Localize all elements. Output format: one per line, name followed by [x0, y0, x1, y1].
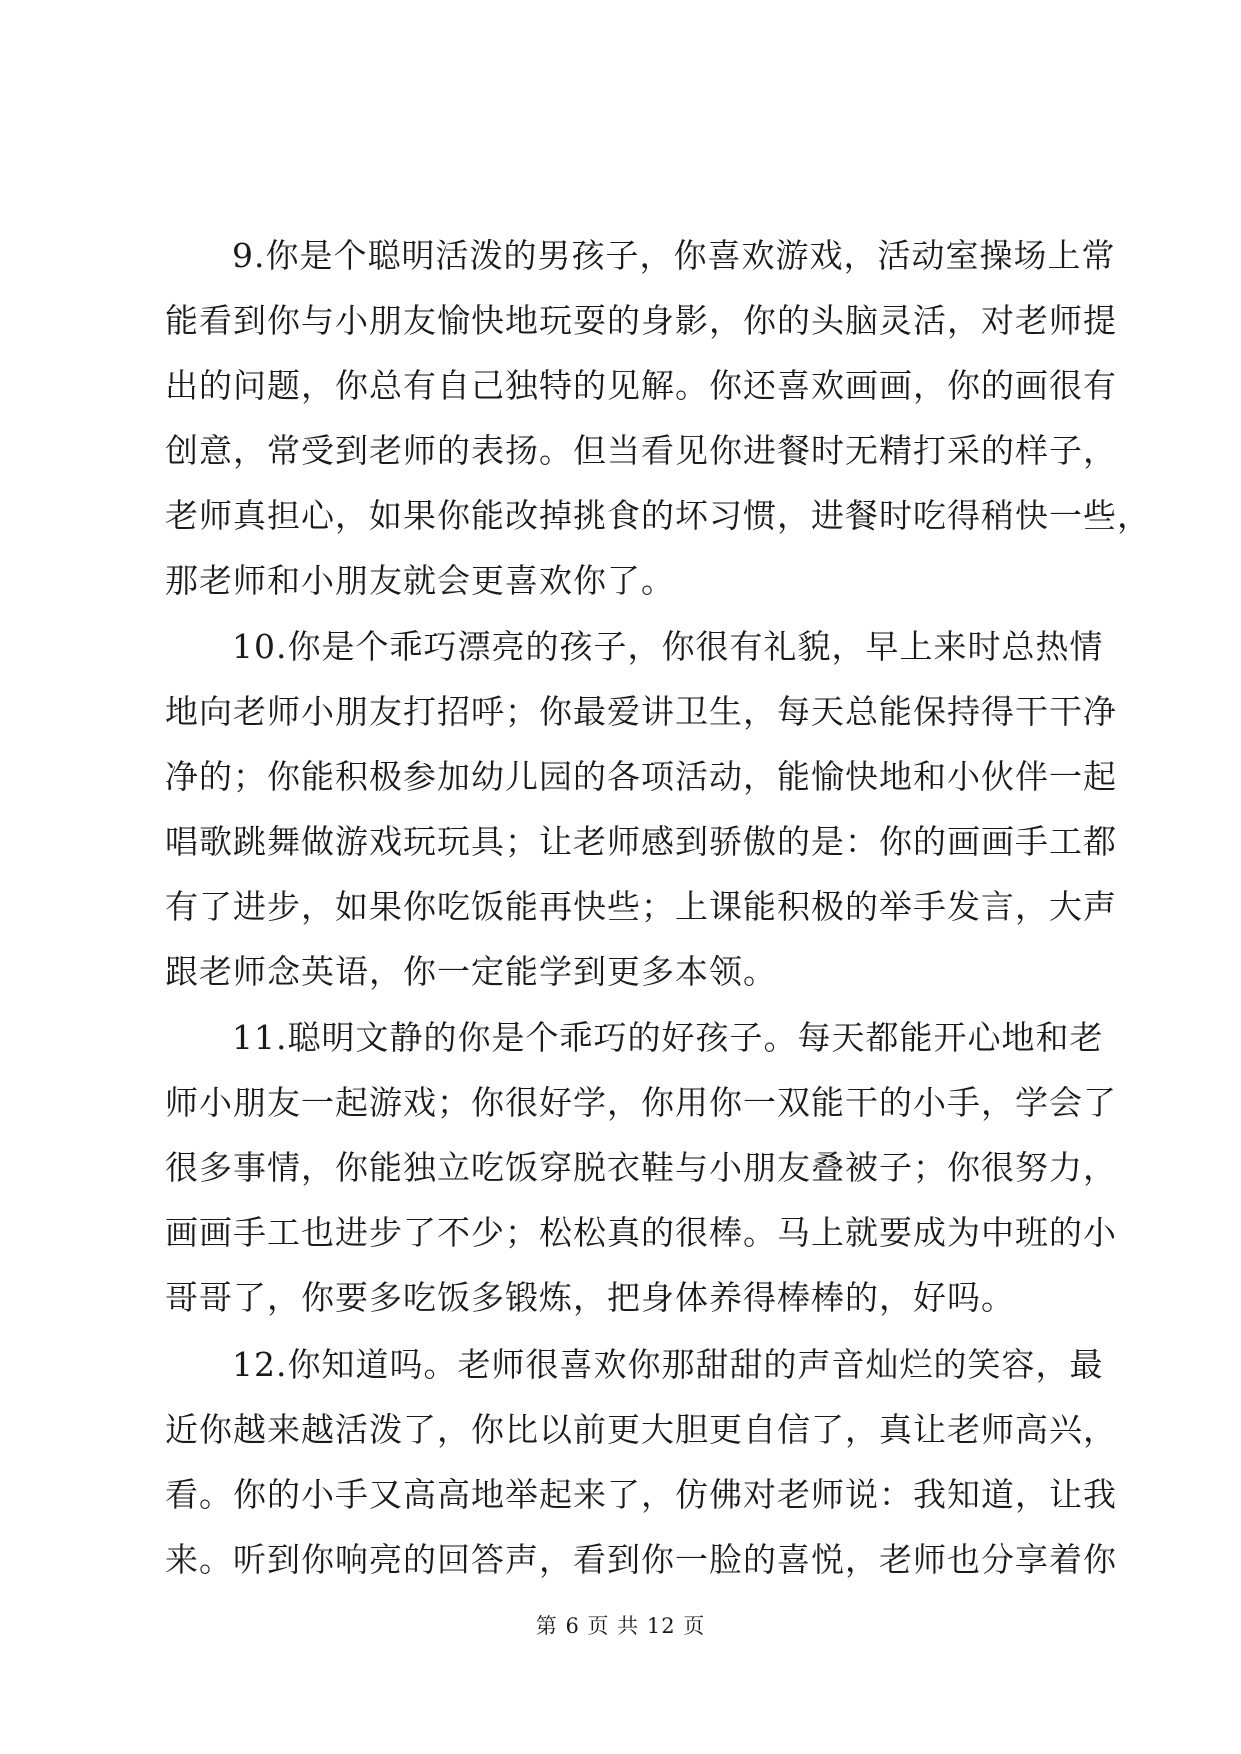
text-line: 看。你的小手又高高地举起来了，仿佛对老师说：我知道，让我: [165, 1475, 1117, 1514]
text-line: 那老师和小朋友就会更喜欢你了。: [165, 561, 675, 600]
text-line: 净的；你能积极参加幼儿园的各项活动，能愉快地和小伙伴一起: [165, 757, 1117, 796]
text-line: 唱歌跳舞做游戏玩玩具；让老师感到骄傲的是：你的画画手工都: [165, 822, 1117, 861]
text-line: 出的问题，你总有自己独特的见解。你还喜欢画画，你的画很有: [165, 366, 1117, 405]
text-line: 来。听到你响亮的回答声，看到你一脸的喜悦，老师也分享着你: [165, 1540, 1117, 1579]
text-line: 创意，常受到老师的表扬。但当看见你进餐时无精打采的样子，: [165, 431, 1117, 470]
text-line: 师小朋友一起游戏；你很好学，你用你一双能干的小手，学会了: [165, 1083, 1117, 1122]
text-line: 画画手工也进步了不少；松松真的很棒。马上就要成为中班的小: [165, 1213, 1117, 1252]
text-line: 很多事情，你能独立吃饭穿脱衣鞋与小朋友叠被子；你很努力，: [165, 1148, 1117, 1187]
text-line: 12.你知道吗。老师很喜欢你那甜甜的声音灿烂的笑容，最: [232, 1345, 1104, 1384]
text-line: 11.聪明文静的你是个乖巧的好孩子。每天都能开心地和老: [232, 1018, 1104, 1057]
text-line: 能看到你与小朋友愉快地玩耍的身影，你的头脑灵活，对老师提: [165, 301, 1117, 340]
text-line: 老师真担心，如果你能改掉挑食的坏习惯，进餐时吃得稍快一些，: [165, 496, 1151, 535]
text-line: 地向老师小朋友打招呼；你最爱讲卫生，每天总能保持得干干净: [165, 692, 1117, 731]
text-line: 10.你是个乖巧漂亮的孩子，你很有礼貌，早上来时总热情: [232, 627, 1104, 666]
page-footer: 第 6 页 共 12 页: [535, 1614, 706, 1638]
text-line: 跟老师念英语，你一定能学到更多本领。: [165, 952, 777, 991]
text-line: 哥哥了，你要多吃饭多锻炼，把身体养得棒棒的，好吗。: [165, 1278, 1015, 1317]
text-line: 近你越来越活泼了，你比以前更大胆更自信了，真让老师高兴，: [165, 1410, 1117, 1449]
text-line: 9.你是个聪明活泼的男孩子，你喜欢游戏，活动室操场上常: [232, 236, 1116, 275]
text-line: 有了进步，如果你吃饭能再快些；上课能积极的举手发言，大声: [165, 887, 1117, 926]
